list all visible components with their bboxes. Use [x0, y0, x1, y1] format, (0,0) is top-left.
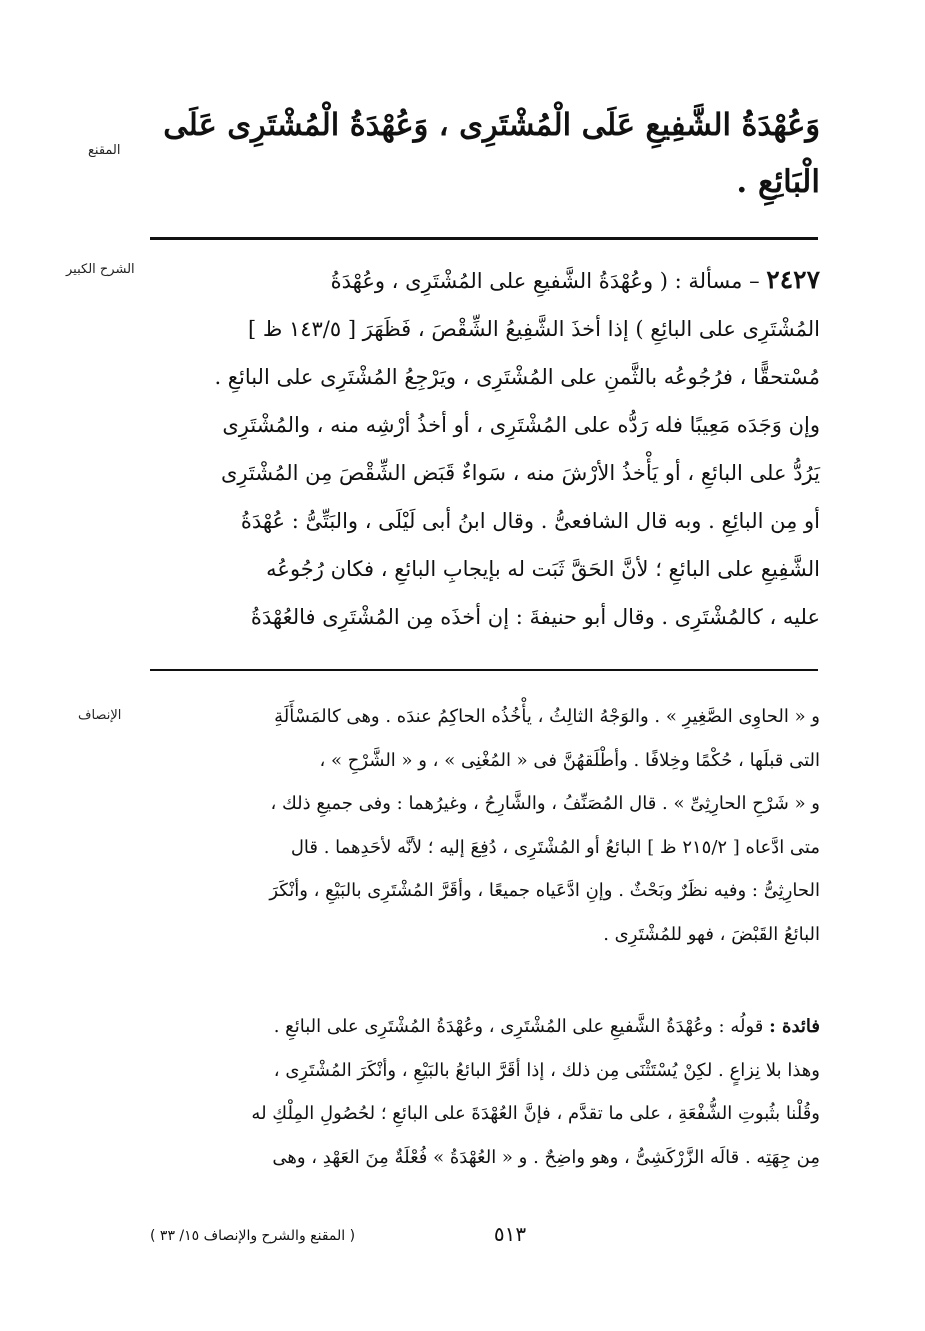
insaf-line: متى ادَّعاه [ ٢١٥/٢ ظ ] البائعُ أو المُشْتَرِى ، دُفِعَ إليه ؛ لأنَّه لأحَدِهما . قال — [290, 836, 820, 858]
faida-heading: فائدة : — [769, 1016, 820, 1037]
sharh-line: وإن وَجَدَه مَعِيبًا فله رَدُّه على المُشْتَرِى ، أو أخذُ أرْشِه منه ، والمُشْتَرِى — [222, 413, 820, 437]
faida-text — [150, 1005, 820, 1179]
sharh-line — [150, 256, 820, 305]
section-label-insaf: الإنصاف — [78, 708, 122, 723]
section-divider — [150, 669, 818, 671]
faida-line: مِن جِهَتِه . قالَه الزَّرْكَشِىُّ ، وهو واضِحٌ . و « العُهْدَةُ » فُعْلَةٌ مِنَ العَهْدِ ، وهى — [272, 1146, 820, 1168]
sharh-line: أو مِن البائِعِ . وبه قال الشافعىُّ . وقال ابنُ أبى لَيْلَى ، والبَتِّىُّ : عُهْدَةُ — [240, 509, 820, 533]
insaf-text — [150, 695, 820, 956]
section-label-muqni: المقنع — [88, 143, 121, 158]
sharh-text — [150, 256, 820, 641]
faida-line-text: قولُه : وعُهْدَةُ الشَّفيعِ على المُشْتَرِى ، وعُهْدَةُ المُشْتَرِى على البائعِ . — [273, 1016, 770, 1037]
sharh-line: مُسْتحقًّا ، فرُجُوعُه بالثَّمنِ على المُشْتَرِى ، ويَرْجِعُ المُشْتَرِى على البائعِ . — [214, 365, 820, 389]
faida-line: وهذا بلا نِزاعٍ . لكِنْ يُسْتَثْنَى مِن ذلك ، إذا أقَرَّ البائعُ بالبَيْعِ ، وأنْكَرَ المُشْتَرِى ، — [273, 1059, 820, 1081]
section-divider — [150, 237, 818, 240]
muqni-text — [150, 98, 820, 210]
insaf-line: التى قبلَها ، حُكْمًا وخِلافًا . وأطْلَقهُنَّ فى « المُغْنِى » ، و « الشَّرْحِ » ، — [319, 749, 820, 771]
insaf-line: و « الحاوِى الصَّغِيرِ » . والوَجْهُ الثالِثُ ، يأْخُذُه الحاكِمُ عندَه . وهى كالمَسْأَلَةِ — [274, 706, 820, 727]
insaf-line: و « شَرْحِ الحارِثِىِّ » . قال المُصَنِّفُ ، والشَّارِحُ ، وغيرُهما : وفى جميعِ ذلك ، — [270, 793, 820, 814]
sharh-line: الشَّفِيعِ على البائعِ ؛ لأنَّ الحَقَّ ثَبَت له بإيجابِ البائعِ ، فكان رُجُوعُه — [266, 557, 820, 581]
insaf-line: الحارِثِىُّ : وفيه نظَرٌ وبَحْثٌ . وإنِ ادَّعَياه جميعًا ، وأقَرَّ المُشْتَرِى بالبَيْعِ ، وأنْكَرَ — [269, 880, 820, 901]
sharh-line: يَرُدُّ على البائعِ ، أو يَأْخذُ الأرْشَ منه ، سَواءٌ قَبَض الشِّقْصَ مِن المُشْتَرِى — [220, 461, 820, 485]
section-label-sharh: الشرح الكبير — [66, 262, 135, 277]
muqni-line: وَعُهْدَةُ الشَّفِيعِ عَلَى الْمُشْتَرِى ، وَعُهْدَةُ الْمُشْتَرِى عَلَى — [163, 108, 820, 143]
page-number: ٥١٣ — [493, 1222, 527, 1246]
muqni-line: الْبَائِعِ . — [736, 164, 820, 200]
issue-number: ٢٤٢٧ — [766, 265, 820, 294]
faida-line: وقُلْنا بثُبوتِ الشُّفْعَةِ ، على ما تقدَّم ، فإنَّ العُهْدَةَ على البائعِ ؛ لحُصُولِ المِلْكِ له — [251, 1103, 820, 1124]
sharh-line-text: – مسألة : ( وعُهْدَةُ الشَّفيعِ على المُشْتَرِى ، وعُهْدَةُ — [330, 269, 767, 293]
volume-reference: ( المقنع والشرح والإنصاف ١٥/ ٣٣ ) — [150, 1228, 356, 1244]
insaf-line: البائعُ القَبْضَ ، فهو للمُشْتَرِى . — [603, 923, 820, 945]
sharh-line: المُشْتَرِى على البائِعِ ) إذا أخذَ الشَّفِيعُ الشِّقْصَ ، فَظَهَرَ [ ١٤٣/٥ ظ ] — [247, 317, 820, 341]
sharh-line: عليه ، كالمُشْتَرِى . وقال أبو حنيفةَ : إن أخذَه مِن المُشْتَرِى فالعُهْدَةُ — [250, 605, 820, 629]
faida-line — [150, 1005, 820, 1049]
